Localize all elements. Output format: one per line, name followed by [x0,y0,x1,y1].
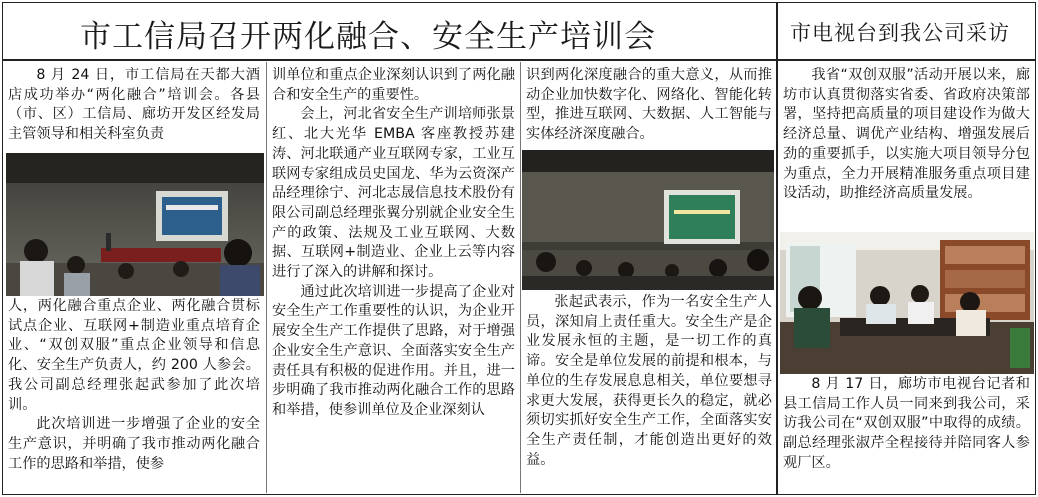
interview-photo [780,232,1034,374]
column-divider [520,62,521,493]
side-top-text: 我省“双创双服”活动开展以来，廊坊市认真贯彻落实省委、省政府决策部署，坚持把高质量的项目建设作为做大经济总量、调优产业结构、增强发展后劲的重要抓手，以实施大项目领导分包为重点，全力开展精准服务重点项目建设活动，助推经济高质量发展。 [783,67,1030,202]
training-photo-1 [6,153,264,296]
col3-bottom-text: 张起武表示，作为一名安全生产人员，深知肩上责任重大。安全生产是企业发展永恒的主题，是一切工作的真谛。安全是单位发展的前提和根本，与单位的生存发展息息相关，单位要想寻求更大发展，获得更长久的稳定，就必须切实抓好安全生产工作，全面落实安全生产责任制，才能创造出更好的效益。 [526,294,772,468]
main-headline: 市工信局召开两化融合、安全生产培训会 [80,19,656,55]
col1-top-text: 8 月 24 日，市工信局在天都大酒店成功举办“两化融合”培训会。各县（市、区）工信局、廊坊开发区经发局主管领导和相关科室负责 [8,67,260,143]
column-divider [266,62,267,493]
side-headline: 市电视台到我公司采访 [790,21,1010,45]
col3-top-text: 识到两化深度融合的重大意义，从而推动企业加快数字化、网络化、智能化转型，推进互联网、大数据、人工智能与实体经济深度融合。 [526,67,772,143]
side-bottom-text: 8 月 17 日，廊坊市电视台记者和县工信局工作人员一同来到我公司，采访我公司在“双创双服”中取得的成绩。副总经理张淑芹全程接待并陪同客人参观厂区。 [783,376,1030,471]
col2-text: 训单位和重点企业深刻认识到了两化融合和安全生产的重要性。 会上，河北省安全生产训培师张景红、北大光华 EMBA 客座教授苏建涛、河北联通产业互联网专家，工业互联网专家组成员史国龙、华为云资深产品经理徐宁、河北志晟信息技术股份有限公司副总经理张翼分别就企业安全生产的政策、法规及工业互联网、大数据、互联网+制造业、企业上云等内容进行了深入的讲解和探讨。 通过此次培训进一步提高了企业对安全生产工作重要性的认识，为企业开展安全生产工作提供了思路，对于增强企业安全生产意识、全面落实安全生产责任具有积极的促进作用。并且，进一步明确了我市推动两化融合工作的思路和举措，使参训单位及企业深刻认 [272,67,515,418]
training-photo-2 [522,150,774,290]
col1-bottom-text: 人，两化融合重点企业、两化融合贯标试点企业、互联网+制造业重点培育企业、“双创双服”重点企业领导和信息化、安全生产负责人，约 200 人参会。我公司副总经理张起武参加了此次培训。 此次培训进一步增强了企业的安全生产意识，并明确了我市推动两化融合工作的思路和举措，使参 [8,298,260,472]
